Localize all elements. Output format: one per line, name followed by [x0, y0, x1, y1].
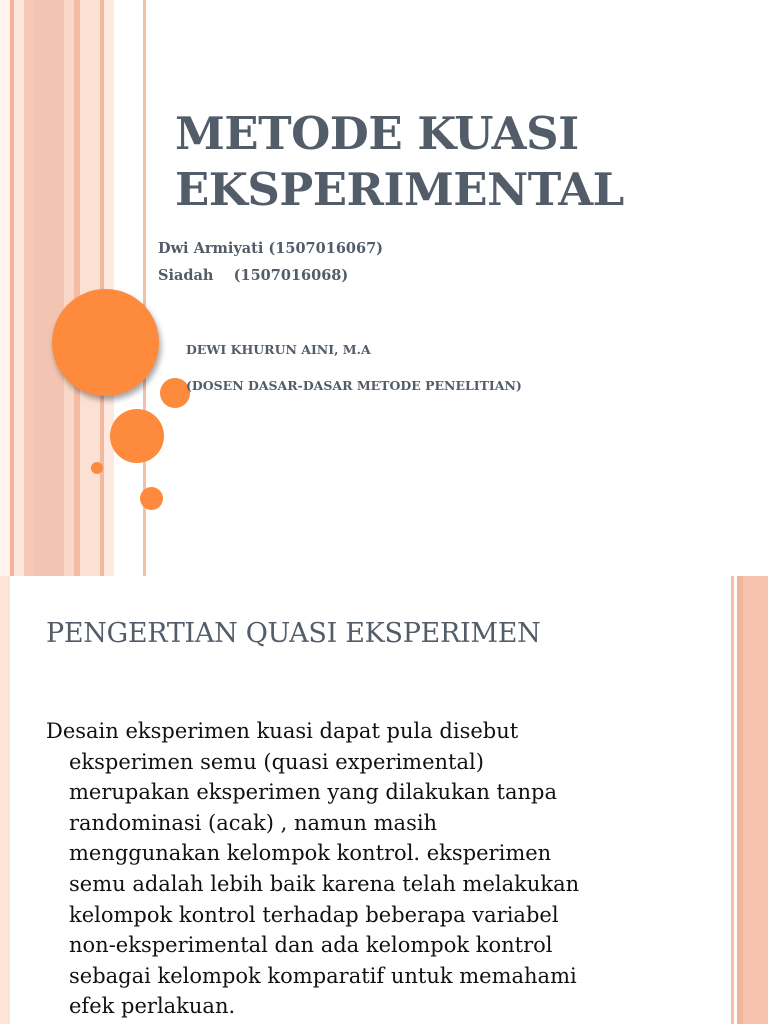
lecturer-role: (DOSEN DASAR-DASAR METODE PENELITIAN)	[186, 378, 522, 393]
decorative-stripes	[0, 0, 160, 576]
orange-circle	[140, 487, 163, 510]
slide-heading: PENGERTIAN QUASI EKSPERIMEN	[46, 618, 541, 649]
text-line: eksperimen semu (quasi experimental)	[69, 749, 484, 774]
text-line: merupakan eksperimen yang dilakukan tanpa	[69, 780, 557, 805]
orange-circle	[91, 462, 103, 474]
title-line: METODE KUASI	[175, 107, 579, 160]
orange-circle	[110, 409, 164, 463]
slide-title	[175, 106, 735, 218]
content-slide	[0, 576, 768, 1024]
body-paragraph	[46, 716, 686, 1022]
text-line: Desain eksperimen kuasi dapat pula disebut	[46, 719, 519, 743]
lecturer-name: DEWI KHURUN AINI, M.A	[186, 342, 371, 357]
decorative-strip	[0, 576, 10, 1024]
text-line: kelompok kontrol terhadap beberapa variabel	[69, 902, 559, 927]
title-line: EKSPERIMENTAL	[175, 163, 624, 216]
text-line: efek perlakuan.	[69, 994, 236, 1019]
text-line: sebagai kelompok komparatif untuk memahami	[69, 963, 577, 988]
author-name: Dwi Armiyati (1507016067)	[158, 240, 384, 257]
decorative-stripes	[728, 576, 768, 1024]
text-line: semu adalah lebih baik karena telah melakukan	[69, 871, 580, 896]
text-line: menggunakan kelompok kontrol. eksperimen	[69, 841, 552, 866]
author-name: Siadah (1507016068)	[158, 267, 349, 284]
text-line: randominasi (acak) , namun masih	[69, 810, 438, 835]
large-orange-circle	[52, 289, 159, 396]
text-line: non-eksperimental dan ada kelompok kontrol	[69, 933, 553, 958]
